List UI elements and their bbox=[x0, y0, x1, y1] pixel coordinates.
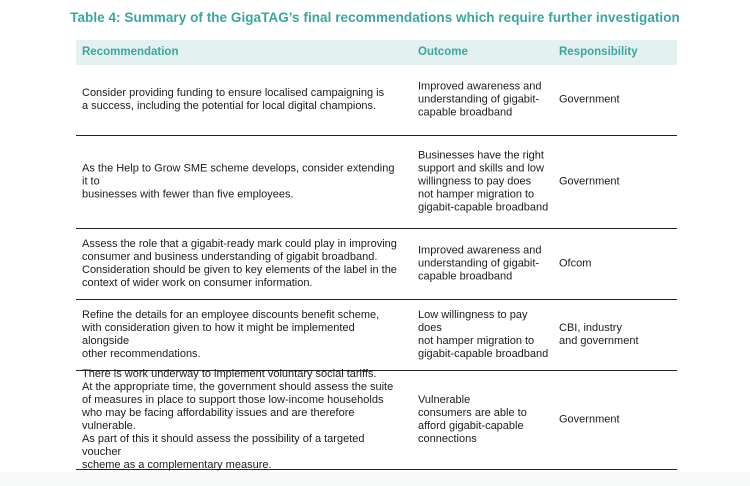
recommendation-cell: There is work underway to implement voluntary social tariffs. At the appropriate time, the government should assess the suite of measures in place to support those low-income households who may be facing affordability issues and are therefore vulnerable. As part of this it should assess the possibility of a targeted voucher scheme as a complementary measure. bbox=[82, 368, 394, 471]
header-responsibility: Responsibility bbox=[559, 46, 638, 58]
outcome-cell: Improved awareness and understanding of gigabit- capable broadband bbox=[418, 80, 542, 119]
recommendations-table bbox=[76, 40, 677, 470]
outcome-cell: Low willingness to pay does not hamper migration to gigabit-capable broadband bbox=[418, 309, 549, 360]
table-row bbox=[76, 229, 677, 300]
header-outcome: Outcome bbox=[418, 46, 468, 58]
table-row bbox=[76, 65, 677, 136]
responsibility-cell: CBI, industry and government bbox=[559, 322, 639, 347]
recommendation-cell: Refine the details for an employee discounts benefit scheme, with consideration given to how it might be implemented alongside other recommendations. bbox=[82, 309, 380, 360]
table-row bbox=[76, 368, 677, 471]
header-recommendation: Recommendation bbox=[82, 46, 179, 58]
responsibility-cell: Government bbox=[559, 93, 620, 106]
responsibility-cell: Government bbox=[559, 413, 620, 426]
outcome-cell: Vulnerable consumers are able to afford gigabit-capable connections bbox=[418, 394, 527, 445]
table-row bbox=[76, 300, 677, 371]
outcome-cell: Businesses have the right support and skills and low willingness to pay does not hamper migration to gigabit-capable broadband bbox=[418, 149, 549, 214]
table-header bbox=[76, 40, 677, 65]
table-row bbox=[76, 136, 677, 229]
responsibility-cell: Ofcom bbox=[559, 257, 592, 270]
page-footer-band bbox=[0, 472, 750, 486]
recommendation-cell: Consider providing funding to ensure localised campaigning is a success, including the potential for local digital champions. bbox=[82, 87, 385, 112]
responsibility-cell: Government bbox=[559, 175, 620, 188]
outcome-cell: Improved awareness and understanding of gigabit- capable broadband bbox=[418, 244, 542, 283]
recommendation-cell: As the Help to Grow SME scheme develops, consider extending it to businesses with fewer than five employees. bbox=[82, 162, 395, 201]
table-title: Table 4: Summary of the GigaTAG’s final recommendations which require further investigation bbox=[70, 10, 680, 25]
recommendation-cell: Assess the role that a gigabit-ready mark could play in improving consumer and business understanding of gigabit broadband. Consideration should be given to key elements of the label in the context of wider work on consumer information. bbox=[82, 238, 397, 289]
